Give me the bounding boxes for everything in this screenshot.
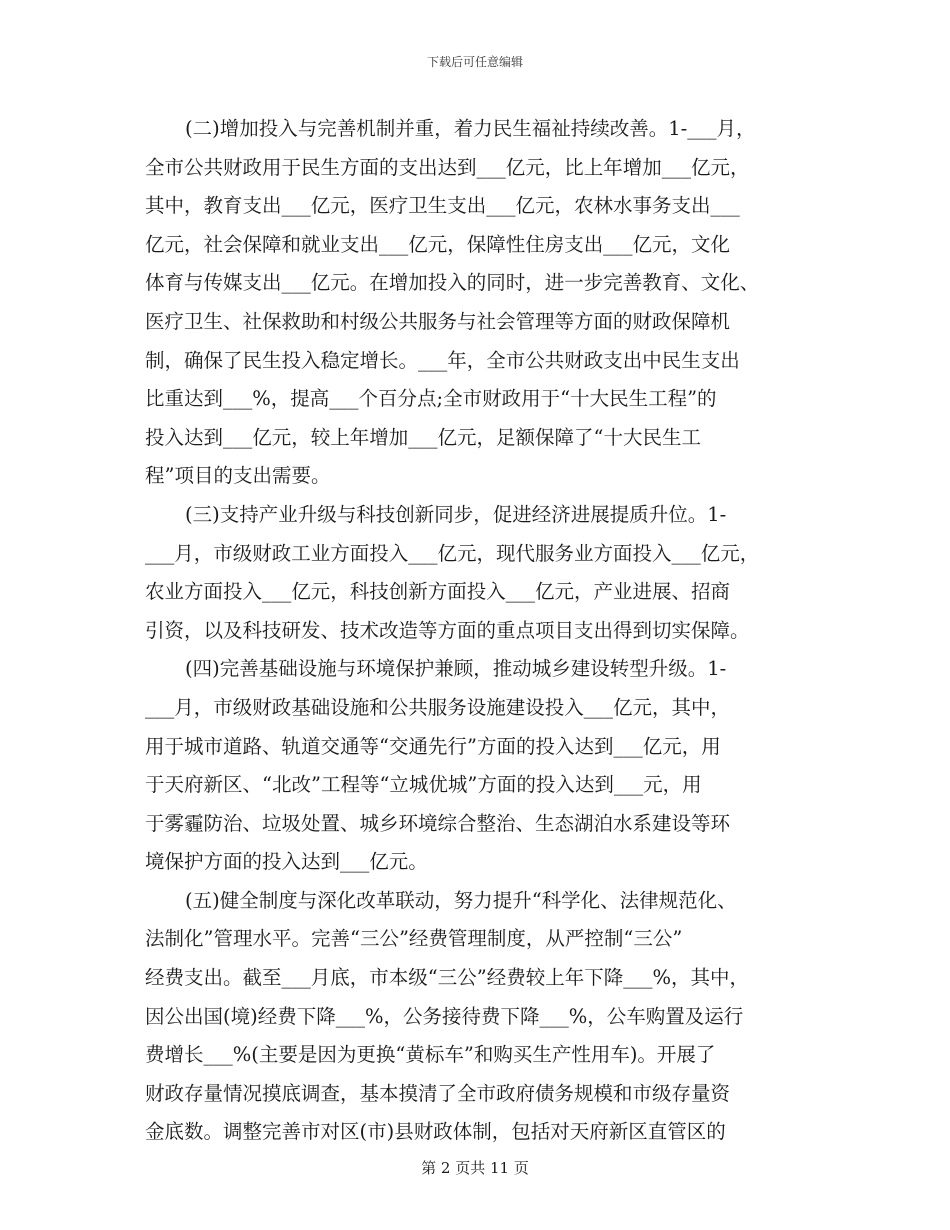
paragraph-line: 制，确保了民生投入稳定增长。___年，全市公共财政支出中民生支出 bbox=[145, 348, 740, 372]
paragraph-line: 比重达到___%，提高___个百分点;全市财政用于“十大民生工程”的 bbox=[145, 387, 717, 411]
paragraph-line: 费增长___%(主要是因为更换“黄标车”和购买生产性用车)。开展了 bbox=[145, 1043, 716, 1067]
paragraph-line: 农业方面投入___亿元，科技创新方面投入___亿元，产业进展、招商 bbox=[145, 580, 731, 604]
paragraph-line: 因公出国(境)经费下降___%，公务接待费下降___%，公车购置及运行 bbox=[145, 1004, 744, 1028]
paragraph-line: (二)增加投入与完善机制并重，着力民生福祉持续改善。1-___月， bbox=[185, 117, 756, 140]
paragraph-line: ___月，市级财政工业方面投入___亿元，现代服务业方面投入___亿元， bbox=[145, 541, 760, 565]
paragraph-line: 于雾霾防治、垃圾处置、城乡环境综合整治、生态湖泊水系建设等环 bbox=[145, 811, 731, 835]
paragraph-line: 用于城市道路、轨道交通等“交通先行”方面的投入达到___亿元，用 bbox=[145, 734, 721, 758]
paragraph-line: 投入达到___亿元，较上年增加___亿元，足额保障了“十大民生工 bbox=[145, 425, 701, 449]
paragraph-line: (五)健全制度与深化改革联动，努力提升“科学化、法律规范化、 bbox=[185, 888, 737, 912]
paragraph-line: 经费支出。截至___月底，市本级“三公”经费较上年下降___%，其中， bbox=[145, 966, 749, 990]
paragraph-line: (三)支持产业升级与科技创新同步，促进经济进展提质升位。1- bbox=[185, 502, 727, 526]
paragraph-line: 财政存量情况摸底调查，基本摸清了全市政府债务规模和市级存量资 bbox=[145, 1081, 731, 1105]
paragraph-line: 引资，以及科技研发、技术改造等方面的重点项目支出得到切实保障。 bbox=[145, 618, 750, 642]
paragraph-line: 法制化”管理水平。完善“三公”经费管理制度，从严控制“三公” bbox=[145, 927, 683, 951]
paragraph-line: 金底数。调整完善市对区(市)县财政体制，包括对天府新区直管区的 bbox=[145, 1120, 726, 1144]
document-body bbox=[145, 110, 813, 1152]
paragraph-line: 体育与传媒支出___亿元。在增加投入的同时，进一步完善教育、文化、 bbox=[145, 271, 760, 295]
page-footer: 第 2 页共 11 页 bbox=[421, 1159, 529, 1177]
paragraph-line: 全市公共财政用于民生方面的支出达到___亿元，比上年增加___亿元， bbox=[145, 155, 750, 179]
paragraph-line: 其中，教育支出___亿元，医疗卫生支出___亿元，农林水事务支出___ bbox=[145, 194, 740, 218]
paragraph-line: (四)完善基础设施与环境保护兼顾，推动城乡建设转型升级。1- bbox=[185, 657, 727, 681]
paragraph-line: 境保护方面的投入达到___亿元。 bbox=[145, 850, 428, 874]
page-header: 下载后可任意编辑 bbox=[426, 55, 523, 69]
paragraph-line: 亿元，社会保障和就业支出___亿元，保障性住房支出___亿元，文化 bbox=[145, 232, 731, 256]
paragraph-line: ___月，市级财政基础设施和公共服务设施建设投入___亿元，其中， bbox=[145, 695, 731, 719]
paragraph-line: 医疗卫生、社保救助和村级公共服务与社会管理等方面的财政保障机 bbox=[145, 309, 731, 333]
paragraph-line: 于天府新区、“北改”工程等“立城优城”方面的投入达到___元，用 bbox=[145, 773, 702, 797]
paragraph-line: 程”项目的支出需要。 bbox=[145, 464, 331, 488]
